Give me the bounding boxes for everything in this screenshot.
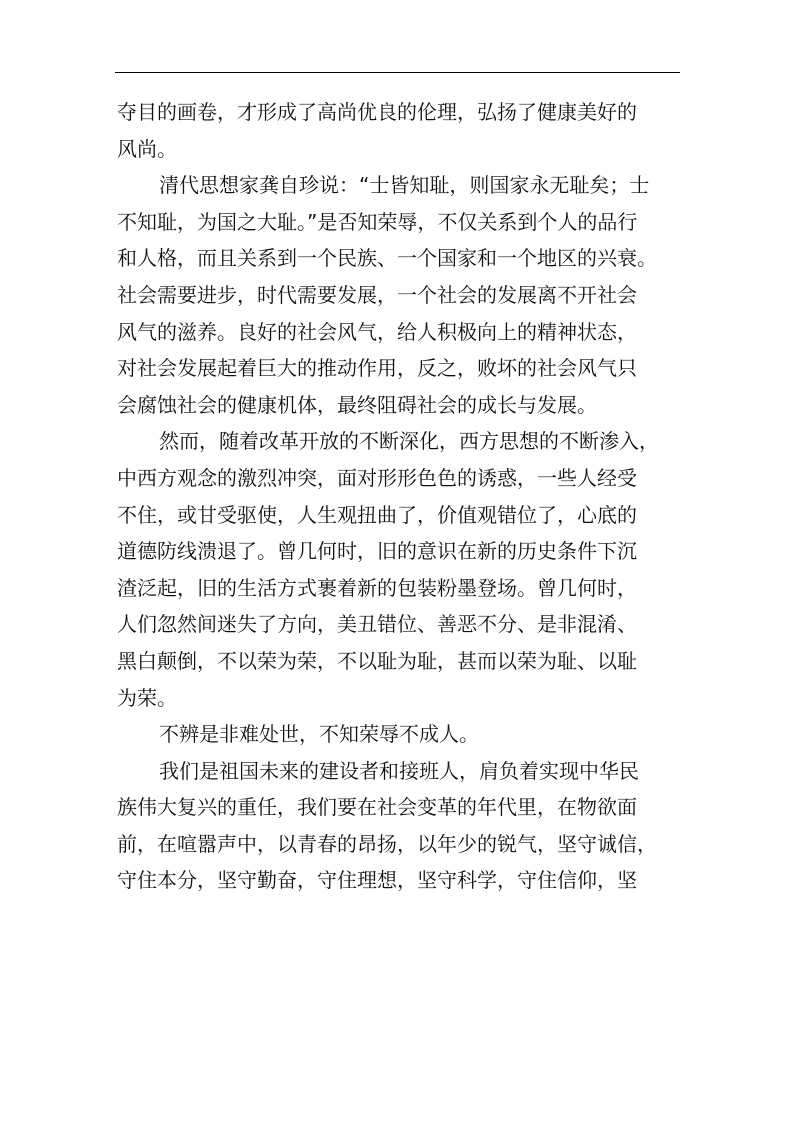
text-line: 夺目的画卷，才形成了高尚优良的伦理，弘扬了健康美好的 xyxy=(117,100,637,124)
text-line: 不住，或甘受驱使，人生观扭曲了，价值观错位了，心底的 xyxy=(117,502,637,527)
paragraph xyxy=(117,94,677,167)
text-line: 人们忽然间迷失了方向，美丑错位、善恶不分、是非混淆、 xyxy=(117,612,637,637)
paragraph xyxy=(117,423,677,716)
paragraph xyxy=(117,753,677,899)
text-line: 守住本分，坚守勤奋，守住理想，坚守科学，守住信仰，坚 xyxy=(117,868,637,893)
text-line: 我们是祖国未来的建设者和接班人，肩负着实现中华民 xyxy=(159,758,639,783)
text-line: 社会需要进步，时代需要发展，一个社会的发展离不开社会 xyxy=(117,282,637,307)
text-line: 中西方观念的激烈冲突，面对形形色色的诱惑，一些人经受 xyxy=(117,465,637,490)
text-line: 渣泛起，旧的生活方式裹着新的包装粉墨登场。曾几何时， xyxy=(117,575,637,600)
text-line: 风尚。 xyxy=(117,136,177,161)
text-line: 为荣。 xyxy=(117,685,177,710)
text-line: 不辨是非难处世，不知荣辱不成人。 xyxy=(159,722,479,747)
text-line: 和人格，而且关系到一个民族、一个国家和一个地区的兴衰。 xyxy=(117,246,657,271)
text-line: 风气的滋养。良好的社会风气，给人积极向上的精神状态， xyxy=(117,319,637,344)
text-line: 黑白颠倒，不以荣为荣，不以耻为耻，甚而以荣为耻、以耻 xyxy=(117,648,637,673)
text-line: 道德防线溃退了。曾几何时，旧的意识在新的历史条件下沉 xyxy=(117,539,637,564)
text-line: 族伟大复兴的重任，我们要在社会变革的年代里，在物欲面 xyxy=(117,795,637,820)
text-line: 前，在喧嚣声中，以青春的昂扬，以年少的锐气，坚守诚信， xyxy=(117,831,657,856)
text-line: 不知耻，为国之大耻。”是否知荣辱，不仅关系到个人的品行 xyxy=(117,209,638,234)
document-body xyxy=(117,94,677,899)
paragraph xyxy=(117,167,677,423)
text-line: 然而，随着改革开放的不断深化，西方思想的不断渗入， xyxy=(159,429,659,454)
text-line: 清代思想家龚自珍说：“士皆知耻，则国家永无耻矣；士 xyxy=(159,173,650,198)
paragraph xyxy=(117,716,677,753)
text-line: 对社会发展起着巨大的推动作用，反之，败坏的社会风气只 xyxy=(117,356,637,381)
header-rule xyxy=(115,72,680,73)
text-line: 会腐蚀社会的健康机体，最终阻碍社会的成长与发展。 xyxy=(117,392,597,417)
